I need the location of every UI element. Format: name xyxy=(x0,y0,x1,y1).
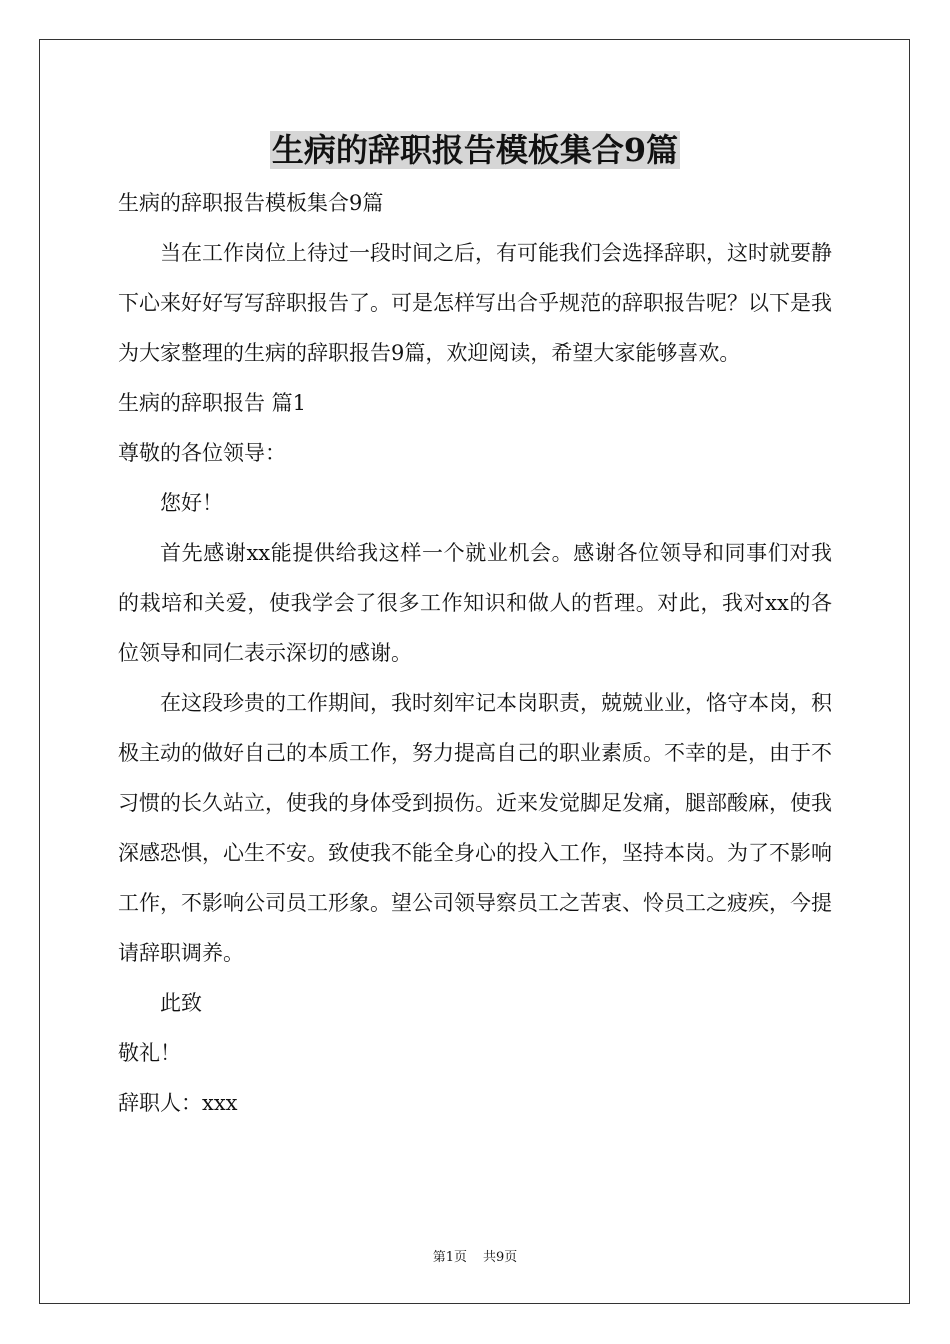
document-title-text: 生病的辞职报告模板集合9篇 xyxy=(271,131,679,169)
greeting: 您好！ xyxy=(160,491,223,515)
subtitle-line: 生病的辞职报告模板集合9篇 xyxy=(118,191,384,215)
document-title xyxy=(0,128,950,172)
page-number: 第1页 xyxy=(432,1250,467,1265)
body-paragraph-2: 在这段珍贵的工作期间，我时刻牢记本岗职责，兢兢业业，恪守本岗，积极主动的做好自己的本质工作，努力提高自己的职业素质。不幸的是，由于不习惯的长久站立，使我的身体受到损伤。近来发觉脚足发痛，腿部酸麻，使我深感恐惧，心生不安。致使我不能全身心的投入工作，坚持本岗。为了不影响工作，不影响公司员工形象。望公司领导察员工之苦衷、怜员工之疲疾，今提请辞职调养。 xyxy=(118,691,832,965)
intro-paragraph: 当在工作岗位上待过一段时间之后，有可能我们会选择辞职，这时就要静下心来好好写写辞职报告了。可是怎样写出合乎规范的辞职报告呢？以下是我为大家整理的生病的辞职报告9篇，欢迎阅读，希望大家能够喜欢。 xyxy=(118,241,832,365)
document-body xyxy=(118,178,832,1128)
salutation: 尊敬的各位领导： xyxy=(118,441,286,465)
page-footer xyxy=(0,1248,950,1268)
page-total: 共9页 xyxy=(483,1250,518,1265)
closing-salute: 敬礼！ xyxy=(118,1041,181,1065)
closing-phrase: 此致 xyxy=(160,991,202,1015)
body-paragraph-1: 首先感谢xx能提供给我这样一个就业机会。感谢各位领导和同事们对我的栽培和关爱，使我学会了很多工作知识和做人的哲理。对此，我对xx的各位领导和同仁表示深切的感谢。 xyxy=(118,541,832,665)
section-heading: 生病的辞职报告 篇1 xyxy=(118,391,307,415)
signature-line: 辞职人：xxx xyxy=(118,1091,238,1115)
